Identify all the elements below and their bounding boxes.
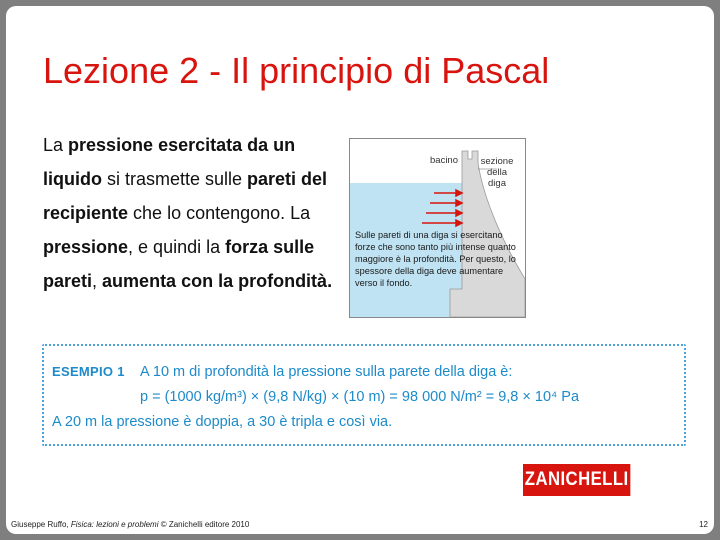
slide: [6, 6, 714, 534]
body-segment: , e quindi la: [128, 237, 226, 257]
body-paragraph: [43, 128, 343, 298]
body-segment: che lo contengono. La: [128, 203, 311, 223]
body-segment-bold: pressione esercitata da un liquido: [43, 135, 296, 189]
body-segment: ,: [92, 271, 103, 291]
body-segment: si trasmette sulle: [101, 169, 248, 189]
body-segment-bold: forza sulle pareti: [43, 237, 315, 291]
footer-author: Giuseppe Ruffo,: [11, 520, 71, 529]
example-line-1: A 10 m di profondità la pressione sulla parete della diga è:: [140, 364, 513, 380]
example-formula: p = (1000 kg/m³) × (9,8 N/kg) × (10 m) = 98 000 N/m² = 9,8 × 10⁴ Pa: [140, 389, 580, 405]
footer-credit: [11, 520, 249, 529]
example-box: [42, 344, 686, 446]
example-line-3: A 20 m la pressione è doppia, a 30 è tripla e così via.: [52, 414, 393, 430]
body-segment-bold: aumenta con la profondità.: [102, 271, 333, 291]
footer-publisher: © Zanichelli editore 2010: [158, 520, 250, 529]
label-bacino: bacino: [430, 155, 458, 166]
example-label: ESEMPIO 1: [52, 364, 125, 379]
zanichelli-logo: ZANICHELLI: [523, 464, 630, 496]
footer-book: Fisica: lezioni e problemi: [70, 520, 159, 529]
label-sezione: sezione della diga: [480, 156, 514, 189]
figure-caption: Sulle pareti di una diga si esercitano forze che sono tanto più intense quanto maggiore è la profondità. Per questo, lo spessore della diga deve aumentare verso il fondo.: [355, 230, 516, 288]
dam-figure: [349, 138, 526, 318]
slide-title: Lezione 2 - Il principio di Pascal: [43, 50, 550, 91]
body-segment: La: [43, 135, 69, 155]
page-number: 12: [699, 520, 708, 529]
body-segment-bold: pressione: [43, 237, 129, 257]
body-segment-bold: pareti del recipiente: [43, 169, 328, 223]
